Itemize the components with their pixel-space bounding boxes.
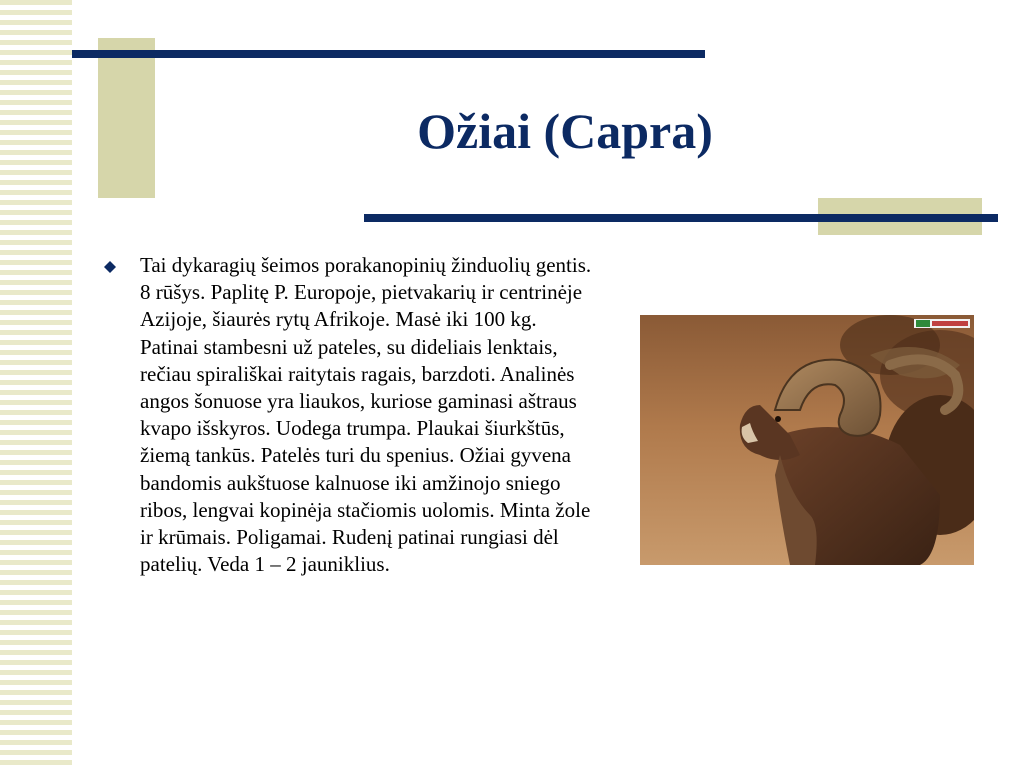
left-accent-block [98,38,155,198]
top-accent-line [72,50,705,58]
bullet-text: Tai dykaragių šeimos porakanopinių žinduolių gentis. 8 rūšys. Paplitę P. Europoje, pietvakarių ir centrinėje Azijoje, šiaurės rytų Afrikoje. Masė iki 100 kg. Patinai stambesni už pateles, su dideliais lenktais, rečiau spirališkai raitytais ragais, barzdoti. Analinės angos šonuose yra liaukos, kuriose gaminasi aštraus kvapo išskyros. Uodega trumpa. Plaukai šiurkštūs, žiemą tankūs. Patelės turi du spenius. Ožiai gyvena bandomis aukštuose kalnuose iki amžinojo sniego ribos, lengvai kopinėja stačiomis uolomis. Minta žole ir krūmais. Poligamai. Rudenį patinai rungiasi dėl patelių. Veda 1 – 2 jauniklius. [140,253,592,577]
slide-body [100,252,600,578]
bottom-accent-line [364,214,998,222]
diamond-bullet-icon [100,252,140,278]
left-stripe-decoration [0,0,72,768]
slide-title: Ožiai (Capra) [417,103,713,159]
bullet-item [100,252,600,578]
wild-ram-photo [640,315,974,565]
